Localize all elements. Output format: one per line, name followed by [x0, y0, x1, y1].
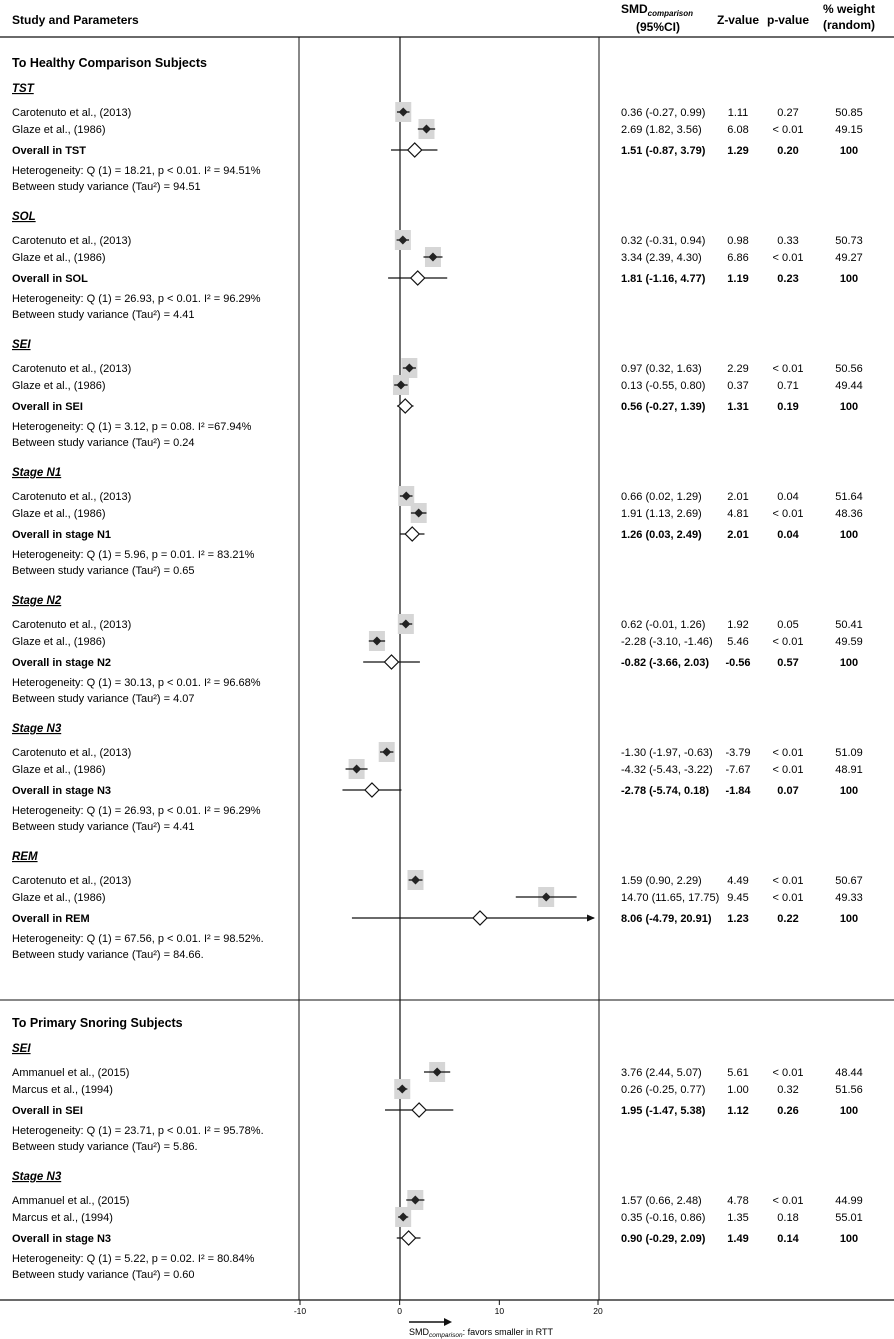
study-p: 0.27: [777, 107, 799, 119]
header-study: Study and Parameters: [12, 13, 139, 27]
heterogeneity-text: Heterogeneity: Q (1) = 18.21, p < 0.01. I² = 94.51%: [12, 165, 261, 177]
overall-z: 1.12: [727, 1105, 749, 1117]
pooled-estimate-diamond: [408, 143, 422, 157]
overall-ci: -2.78 (-5.74, 0.18): [621, 785, 710, 797]
study-weight: 51.64: [835, 491, 863, 503]
study-ci: 3.34 (2.39, 4.30): [621, 252, 702, 264]
study-ci: 0.36 (-0.27, 0.99): [621, 107, 706, 119]
overall-ci: 1.95 (-1.47, 5.38): [621, 1105, 706, 1117]
study-p: < 0.01: [772, 252, 804, 264]
parameter-heading: TST: [12, 83, 34, 95]
parameter-heading: SOL: [12, 211, 36, 223]
study-p: < 0.01: [772, 363, 804, 375]
study-ci: 3.76 (2.44, 5.07): [621, 1067, 702, 1079]
tau-text: Between study variance (Tau²) = 0.24: [12, 437, 195, 449]
overall-z: 1.23: [727, 913, 749, 925]
overall-weight: 100: [839, 273, 859, 285]
study-ci: 1.57 (0.66, 2.48): [621, 1195, 702, 1207]
study-name: Glaze et al., (1986): [12, 380, 106, 392]
study-ci: 1.59 (0.90, 2.29): [621, 875, 702, 887]
study-z: 1.35: [727, 1212, 749, 1224]
study-name: Ammanuel et al., (2015): [12, 1067, 130, 1079]
heterogeneity-text: Heterogeneity: Q (1) = 5.96, p = 0.01. I² = 83.21%: [12, 549, 255, 561]
pooled-estimate-diamond: [405, 527, 419, 541]
overall-z: -0.56: [725, 657, 751, 669]
pooled-estimate-diamond: [473, 911, 487, 925]
study-z: 1.11: [727, 107, 749, 119]
study-z: 6.08: [727, 124, 749, 136]
overall-name: Overall in SEI: [12, 401, 83, 413]
ci-overflow-arrow: [587, 915, 595, 922]
study-p: < 0.01: [772, 875, 804, 887]
study-z: 6.86: [727, 252, 749, 264]
study-weight: 48.91: [835, 764, 863, 776]
study-name: Glaze et al., (1986): [12, 892, 106, 904]
overall-weight: 100: [839, 401, 859, 413]
study-z: 1.00: [727, 1084, 749, 1096]
study-z: 2.01: [727, 491, 749, 503]
study-name: Carotenuto et al., (2013): [12, 491, 132, 503]
study-weight: 50.41: [835, 619, 863, 631]
overall-p: 0.07: [777, 785, 799, 797]
study-name: Marcus et al., (1994): [12, 1084, 113, 1096]
study-z: 0.37: [727, 380, 749, 392]
x-axis-label: $SMD_{comparison}$: favors smaller in RTT: [409, 1327, 553, 1339]
forest-rows: [12, 56, 863, 1281]
header-p: p-value: [766, 13, 810, 27]
overall-z: 1.29: [727, 145, 749, 157]
overall-z: 1.49: [727, 1233, 749, 1245]
parameter-heading: SEI: [12, 339, 31, 351]
study-name: Glaze et al., (1986): [12, 124, 106, 136]
study-ci: -1.30 (-1.97, -0.63): [621, 747, 713, 759]
overall-p: 0.23: [777, 273, 799, 285]
pooled-estimate-diamond: [402, 1231, 416, 1245]
study-weight: 50.85: [835, 107, 863, 119]
study-z: 2.29: [727, 363, 749, 375]
study-weight: 44.99: [835, 1195, 863, 1207]
overall-p: 0.26: [777, 1105, 799, 1117]
parameter-heading: SEI: [12, 1043, 31, 1055]
study-weight: 48.44: [835, 1067, 863, 1079]
overall-weight: 100: [839, 145, 859, 157]
overall-name: Overall in stage N1: [12, 529, 112, 541]
header-weight-sub: (random): [823, 18, 875, 32]
parameter-heading: Stage N3: [12, 1171, 62, 1183]
section-title: To Primary Snoring Subjects: [12, 1016, 183, 1030]
overall-name: Overall in SOL: [12, 273, 88, 285]
heterogeneity-text: Heterogeneity: Q (1) = 26.93, p < 0.01. I² = 96.29%: [12, 805, 261, 817]
study-name: Glaze et al., (1986): [12, 508, 106, 520]
study-name: Carotenuto et al., (2013): [12, 363, 132, 375]
tau-text: Between study variance (Tau²) = 0.60: [12, 1269, 195, 1281]
pooled-estimate-diamond: [384, 655, 398, 669]
direction-arrow-head: [444, 1318, 452, 1326]
pooled-estimate-diamond: [365, 783, 379, 797]
tau-text: Between study variance (Tau²) = 0.65: [12, 565, 195, 577]
overall-name: Overall in stage N2: [12, 657, 112, 669]
overall-weight: 100: [839, 1105, 859, 1117]
study-name: Carotenuto et al., (2013): [12, 619, 132, 631]
overall-weight: 100: [839, 785, 859, 797]
parameter-heading: REM: [12, 851, 38, 863]
overall-ci: 0.56 (-0.27, 1.39): [621, 401, 706, 413]
study-name: Marcus et al., (1994): [12, 1212, 113, 1224]
header-smd-main: SMD: [621, 2, 648, 16]
overall-p: 0.22: [777, 913, 799, 925]
overall-name: Overall in stage N3: [12, 785, 112, 797]
overall-p: 0.14: [777, 1233, 799, 1245]
overall-weight: 100: [839, 913, 859, 925]
study-ci: -4.32 (-5.43, -3.22): [621, 764, 713, 776]
study-z: 5.46: [727, 636, 749, 648]
study-name: Carotenuto et al., (2013): [12, 107, 132, 119]
study-weight: 51.09: [835, 747, 863, 759]
study-ci: 0.26 (-0.25, 0.77): [621, 1084, 706, 1096]
study-z: 1.92: [727, 619, 749, 631]
study-p: 0.71: [777, 380, 799, 392]
heterogeneity-text: Heterogeneity: Q (1) = 5.22, p = 0.02. I² = 80.84%: [12, 1253, 255, 1265]
study-ci: 0.66 (0.02, 1.29): [621, 491, 702, 503]
tau-text: Between study variance (Tau²) = 4.07: [12, 693, 195, 705]
section-title: To Healthy Comparison Subjects: [12, 56, 207, 70]
study-ci: -2.28 (-3.10, -1.46): [621, 636, 713, 648]
overall-z: 2.01: [727, 529, 749, 541]
x-axis: [294, 1300, 603, 1339]
pooled-estimate-diamond: [411, 271, 425, 285]
tau-text: Between study variance (Tau²) = 94.51: [12, 181, 201, 193]
study-z: 4.78: [727, 1195, 749, 1207]
study-z: 4.49: [727, 875, 749, 887]
study-p: 0.05: [777, 619, 799, 631]
study-p: < 0.01: [772, 636, 804, 648]
study-name: Carotenuto et al., (2013): [12, 747, 132, 759]
overall-ci: 8.06 (-4.79, 20.91): [621, 913, 712, 925]
tau-text: Between study variance (Tau²) = 4.41: [12, 309, 195, 321]
study-ci: 1.91 (1.13, 2.69): [621, 508, 702, 520]
study-z: -7.67: [725, 764, 751, 776]
overall-ci: 1.81 (-1.16, 4.77): [621, 273, 706, 285]
study-p: < 0.01: [772, 1195, 804, 1207]
axis-tick-label: 0: [397, 1306, 403, 1316]
overall-weight: 100: [839, 529, 859, 541]
study-p: 0.04: [777, 491, 799, 503]
study-name: Glaze et al., (1986): [12, 252, 106, 264]
overall-ci: 1.51 (-0.87, 3.79): [621, 145, 706, 157]
header-z: Z-value: [716, 13, 760, 27]
tau-text: Between study variance (Tau²) = 5.86.: [12, 1141, 198, 1153]
study-weight: 50.67: [835, 875, 863, 887]
study-p: < 0.01: [772, 1067, 804, 1079]
parameter-heading: Stage N2: [12, 595, 62, 607]
heterogeneity-text: Heterogeneity: Q (1) = 3.12, p = 0.08. I² =67.94%: [12, 421, 252, 433]
overall-name: Overall in stage N3: [12, 1233, 112, 1245]
study-ci: 0.62 (-0.01, 1.26): [621, 619, 706, 631]
study-z: 4.81: [727, 508, 749, 520]
axis-tick-label: 20: [593, 1306, 603, 1316]
parameter-heading: Stage N1: [12, 467, 62, 479]
overall-name: Overall in TST: [12, 145, 86, 157]
study-weight: 49.59: [835, 636, 863, 648]
tau-text: Between study variance (Tau²) = 4.41: [12, 821, 195, 833]
pooled-estimate-diamond: [412, 1103, 426, 1117]
overall-name: Overall in REM: [12, 913, 90, 925]
study-z: 0.98: [727, 235, 749, 247]
overall-p: 0.57: [777, 657, 799, 669]
overall-name: Overall in SEI: [12, 1105, 83, 1117]
study-ci: 0.35 (-0.16, 0.86): [621, 1212, 706, 1224]
study-weight: 49.33: [835, 892, 863, 904]
study-p: 0.33: [777, 235, 799, 247]
study-ci: 0.32 (-0.31, 0.94): [621, 235, 706, 247]
study-name: Glaze et al., (1986): [12, 764, 106, 776]
study-p: < 0.01: [772, 892, 804, 904]
header-smd-sub: comparison: [647, 9, 694, 18]
overall-z: 1.19: [727, 273, 749, 285]
overall-p: 0.04: [777, 529, 799, 541]
study-z: -3.79: [725, 747, 751, 759]
study-weight: 48.36: [835, 508, 863, 520]
study-p: 0.32: [777, 1084, 799, 1096]
overall-p: 0.20: [777, 145, 799, 157]
heterogeneity-text: Heterogeneity: Q (1) = 26.93, p < 0.01. I² = 96.29%: [12, 293, 261, 305]
study-p: < 0.01: [772, 764, 804, 776]
axis-tick-label: -10: [293, 1306, 307, 1316]
header-smd-ci: (95%CI): [635, 20, 681, 34]
study-name: Ammanuel et al., (2015): [12, 1195, 130, 1207]
axis-tick-label: 10: [494, 1306, 505, 1316]
study-weight: 55.01: [835, 1212, 863, 1224]
overall-weight: 100: [839, 1233, 859, 1245]
overall-ci: -0.82 (-3.66, 2.03): [621, 657, 710, 669]
study-p: < 0.01: [772, 747, 804, 759]
study-z: 5.61: [727, 1067, 749, 1079]
overall-z: -1.84: [725, 785, 751, 797]
study-weight: 50.56: [835, 363, 863, 375]
header-weight: % weight: [822, 2, 876, 16]
study-p: < 0.01: [772, 124, 804, 136]
study-weight: 50.73: [835, 235, 863, 247]
study-ci: 2.69 (1.82, 3.56): [621, 124, 702, 136]
study-ci: 0.13 (-0.55, 0.80): [621, 380, 706, 392]
study-ci: 14.70 (11.65, 17.75): [621, 892, 720, 904]
heterogeneity-text: Heterogeneity: Q (1) = 30.13, p < 0.01. I² = 96.68%: [12, 677, 261, 689]
study-weight: 49.15: [835, 124, 863, 136]
overall-ci: 1.26 (0.03, 2.49): [621, 529, 702, 541]
study-name: Glaze et al., (1986): [12, 636, 106, 648]
heterogeneity-text: Heterogeneity: Q (1) = 67.56, p < 0.01. I² = 98.52%.: [12, 933, 264, 945]
tau-text: Between study variance (Tau²) = 84.66.: [12, 949, 204, 961]
study-name: Carotenuto et al., (2013): [12, 875, 132, 887]
overall-weight: 100: [839, 657, 859, 669]
study-p: < 0.01: [772, 508, 804, 520]
study-ci: 0.97 (0.32, 1.63): [621, 363, 702, 375]
overall-ci: 0.90 (-0.29, 2.09): [621, 1233, 706, 1245]
study-weight: 49.44: [835, 380, 863, 392]
overall-p: 0.19: [777, 401, 799, 413]
study-weight: 49.27: [835, 252, 863, 264]
study-weight: 51.56: [835, 1084, 863, 1096]
study-z: 9.45: [727, 892, 749, 904]
parameter-heading: Stage N3: [12, 723, 62, 735]
heterogeneity-text: Heterogeneity: Q (1) = 23.71, p < 0.01. I² = 95.78%.: [12, 1125, 264, 1137]
study-name: Carotenuto et al., (2013): [12, 235, 132, 247]
header-smd: [621, 2, 693, 18]
overall-z: 1.31: [727, 401, 749, 413]
study-p: 0.18: [777, 1212, 799, 1224]
